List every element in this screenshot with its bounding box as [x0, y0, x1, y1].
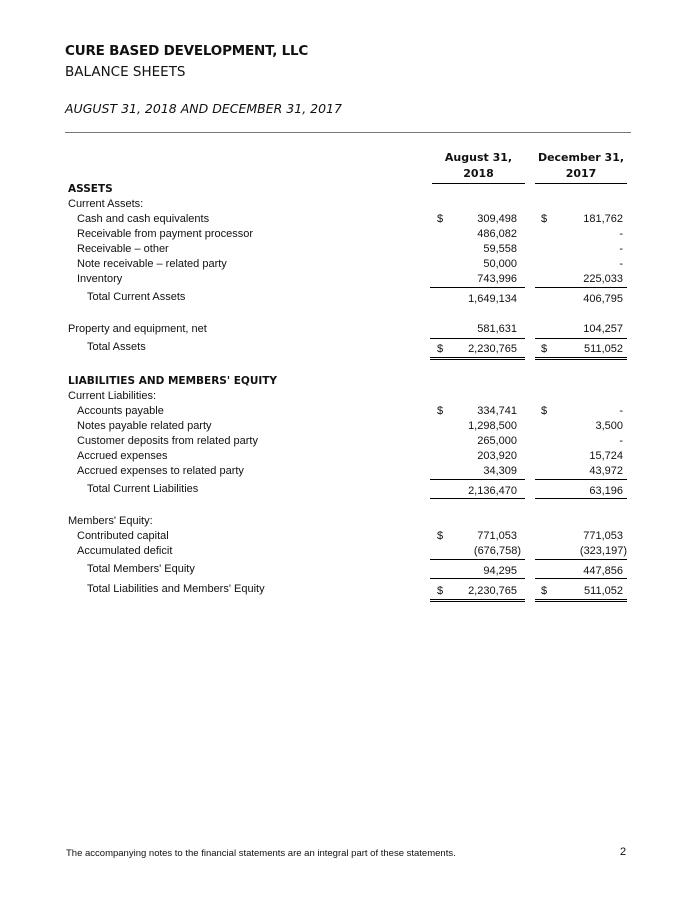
table-row: [0, 242, 695, 257]
value-2017: 225,033: [583, 273, 623, 285]
value-2018: 94,295: [483, 565, 517, 577]
table-row: [0, 434, 695, 449]
column-header-dec-2017: [535, 150, 627, 184]
table-row: [0, 290, 695, 305]
value-2018: 334,741: [477, 405, 517, 417]
statement-title: BALANCE SHEETS: [65, 64, 186, 80]
table-row: [0, 212, 695, 227]
value-2018: 1,298,500: [468, 420, 517, 432]
table-row: [0, 272, 695, 287]
table-row: [0, 340, 695, 355]
value-2017: -: [619, 228, 623, 240]
subtotal-rule: [430, 338, 525, 339]
table-row: [0, 389, 695, 404]
row-label: Inventory: [77, 273, 123, 285]
column-header-line: 2018: [463, 167, 494, 180]
table-row: [0, 464, 695, 479]
value-2017: 15,724: [589, 450, 623, 462]
table-row: [0, 514, 695, 529]
row-label: Current Assets:: [68, 198, 144, 210]
value-2018: 59,558: [483, 243, 517, 255]
total-double-rule: [535, 357, 627, 360]
table-row: [0, 562, 695, 577]
value-2018: 203,920: [477, 450, 517, 462]
row-label: Receivable – other: [77, 243, 169, 255]
value-2017: 406,795: [583, 293, 623, 305]
table-row: [0, 322, 695, 337]
footer-note: The accompanying notes to the financial statements are an integral part of these statements.: [66, 848, 456, 859]
table-row: [0, 374, 695, 389]
row-label: Current Liabilities:: [68, 390, 157, 402]
table-row: [0, 544, 695, 559]
value-2018: (676,758): [473, 545, 521, 557]
value-2017: (323,197): [579, 545, 627, 557]
row-label: Property and equipment, net: [68, 323, 207, 335]
value-2018: 50,000: [483, 258, 517, 270]
subtotal-rule: [535, 498, 627, 499]
column-header-aug-2018: [432, 150, 525, 184]
currency-symbol: $: [541, 585, 548, 597]
column-header-line: 2017: [565, 167, 597, 180]
subtotal-rule: [430, 498, 525, 499]
row-label: Receivable from payment processor: [77, 228, 254, 240]
row-label: Total Members' Equity: [87, 563, 195, 575]
value-2017: -: [619, 405, 623, 417]
page-number: 2: [620, 846, 627, 858]
subtotal-rule: [535, 559, 627, 560]
row-label: Accrued expenses to related party: [77, 465, 244, 477]
value-2017: 511,052: [584, 585, 623, 597]
value-2018: 2,230,765: [468, 585, 517, 597]
table-row: [0, 529, 695, 544]
table-row: [0, 482, 695, 497]
subtotal-rule: [430, 559, 525, 560]
section-heading: ASSETS: [68, 183, 113, 195]
table-row: [0, 227, 695, 242]
value-2018: 265,000: [477, 435, 517, 447]
company-name: CURE BASED DEVELOPMENT, LLC: [65, 43, 309, 59]
column-header-line: December 31,: [537, 151, 625, 164]
value-2017: -: [619, 435, 623, 447]
column-header-line: August 31,: [444, 151, 513, 164]
currency-symbol: $: [437, 405, 444, 417]
row-label: Accumulated deficit: [77, 545, 173, 557]
table-row: [0, 182, 695, 197]
section-heading: LIABILITIES AND MEMBERS' EQUITY: [68, 375, 278, 387]
table-row: [0, 257, 695, 272]
table-row: [0, 404, 695, 419]
currency-symbol: $: [437, 343, 444, 355]
row-label: Contributed capital: [77, 530, 169, 542]
value-2018: 771,053: [477, 530, 517, 542]
row-label: Notes payable related party: [77, 420, 212, 432]
header-divider: [65, 132, 631, 133]
value-2017: 181,762: [583, 213, 623, 225]
value-2017: 104,257: [583, 323, 623, 335]
currency-symbol: $: [541, 405, 548, 417]
value-2017: -: [619, 258, 623, 270]
value-2017: 63,196: [589, 485, 623, 497]
row-label: Customer deposits from related party: [77, 435, 258, 447]
value-2018: 2,230,765: [468, 343, 517, 355]
value-2018: 581,631: [477, 323, 517, 335]
row-label: Cash and cash equivalents: [77, 213, 210, 225]
subtotal-rule: [535, 479, 627, 480]
row-label: Members' Equity:: [68, 515, 153, 527]
currency-symbol: $: [541, 213, 548, 225]
value-2017: 771,053: [583, 530, 623, 542]
total-double-rule: [535, 599, 627, 602]
currency-symbol: $: [437, 530, 444, 542]
total-double-rule: [430, 599, 525, 602]
row-label: Total Current Liabilities: [87, 483, 199, 495]
row-label: Accounts payable: [77, 405, 164, 417]
value-2018: 34,309: [483, 465, 517, 477]
value-2018: 1,649,134: [468, 293, 517, 305]
subtotal-rule: [430, 287, 525, 288]
row-label: Note receivable – related party: [77, 258, 227, 270]
subtotal-rule: [535, 338, 627, 339]
subtotal-rule: [535, 287, 627, 288]
table-row: [0, 449, 695, 464]
subtotal-rule: [430, 479, 525, 480]
value-2017: -: [619, 243, 623, 255]
value-2017: 447,856: [583, 565, 623, 577]
row-label: Accrued expenses: [77, 450, 168, 462]
total-double-rule: [430, 357, 525, 360]
table-row: [0, 582, 695, 597]
subtotal-rule: [535, 578, 627, 579]
subtotal-rule: [430, 578, 525, 579]
currency-symbol: $: [541, 343, 548, 355]
value-2017: 3,500: [595, 420, 623, 432]
value-2017: 43,972: [589, 465, 623, 477]
table-row: [0, 419, 695, 434]
value-2017: 511,052: [584, 343, 623, 355]
value-2018: 486,082: [477, 228, 517, 240]
row-label: Total Liabilities and Members' Equity: [87, 583, 265, 595]
row-label: Total Assets: [87, 341, 146, 353]
statement-dates: AUGUST 31, 2018 AND DECEMBER 31, 2017: [65, 101, 342, 116]
currency-symbol: $: [437, 585, 444, 597]
value-2018: 2,136,470: [468, 485, 517, 497]
table-row: [0, 197, 695, 212]
currency-symbol: $: [437, 213, 444, 225]
value-2018: 309,498: [477, 213, 517, 225]
row-label: Total Current Assets: [87, 291, 186, 303]
value-2018: 743,996: [477, 273, 517, 285]
